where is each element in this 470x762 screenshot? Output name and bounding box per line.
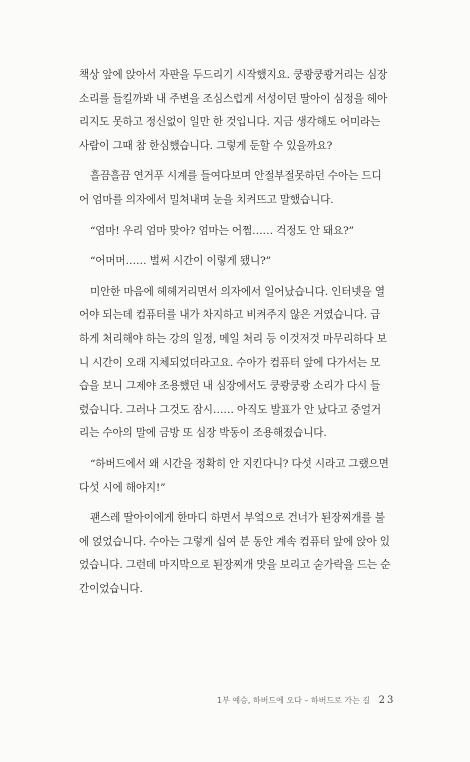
paragraph-1 — [79, 64, 397, 158]
text-line: 어 엄마를 의자에서 밀쳐내며 눈을 치켜뜨고 말했습니다. — [79, 193, 334, 206]
text-line: 흘끔흘끔 연거푸 시계를 들여다보며 안절부절못하던 수아는 드디 — [90, 170, 382, 183]
text-line: 소리를 들킬까봐 내 주변을 조심스럽게 서성이던 딸아이 심정을 헤아 — [79, 92, 388, 105]
page-body — [79, 64, 397, 601]
paragraph-6 — [79, 453, 397, 500]
text-line: “하버드에서 왜 시간을 정확히 안 지킨다니? 다섯 시라고 그랬으면 — [90, 457, 389, 470]
text-line: 에 얹었습니다. 수아는 그렇게 십여 분 동안 계속 컴퓨터 앞에 앉아 있 — [79, 535, 390, 548]
text-line: 책상 앞에 앉아서 자판을 두드리기 시작했지요. 쿵쾅쿵쾅거리는 심장 — [79, 69, 388, 81]
paragraph-2 — [79, 165, 397, 212]
text-line: 미안한 마음에 헤헤거리면서 의자에서 일어났습니다. 인터넷을 열 — [90, 285, 385, 298]
paragraph-4 — [79, 250, 397, 274]
text-line: “어머머…… 벌써 시간이 이렇게 됐니?” — [90, 255, 271, 268]
paragraph-7 — [79, 507, 397, 601]
text-line: 렸습니다. 그러나 그것도 잠시…… 아직도 발표가 안 났다고 중얼거 — [79, 403, 381, 416]
text-line: 간이었습니다. — [79, 582, 143, 595]
text-line: 었습니다. 그런데 마지막으로 된장찌개 맛을 보리고 숟가락을 드는 순 — [79, 559, 391, 572]
text-line: “엄마! 우리 엄마 맞아? 엄마는 어쩜…… 걱정도 안 돼요?” — [90, 224, 354, 237]
paragraph-3 — [79, 220, 397, 244]
text-line: 니 시간이 오래 지체되었더라고요. 수아가 컴퓨터 앞에 다가서는 모 — [79, 356, 381, 369]
text-line: 습을 보니 그제야 조용했던 내 심장에서도 쿵쾅쿵쾅 소리가 다시 들 — [79, 380, 381, 393]
text-line: 괜스레 딸아이에게 한마디 하면서 부엌으로 건너가 된장찌개를 불 — [90, 512, 385, 525]
page-footer — [217, 695, 407, 706]
text-line: 하게 처리해야 하는 강의 일정, 메일 처리 등 이것저것 마무리하다 보 — [79, 332, 387, 345]
page-number: 23 — [378, 695, 396, 706]
text-line: 다섯 시에 해야지!” — [79, 481, 166, 494]
text-line: 어야 되는데 컴퓨터를 내가 차지하고 비켜주지 않은 거였습니다. 급 — [79, 309, 381, 322]
running-title: 1부 예승, 하버드에 오다 – 하버드로 가는 길 — [217, 696, 371, 705]
text-line: 리는 수아의 말에 금방 또 심장 박동이 조용해졌습니다. — [79, 427, 327, 440]
text-line: 사람이 그때 참 한심했습니다. 그렇게 둔할 수 있을까요? — [79, 139, 333, 152]
text-line: 리지도 못하고 정신없이 일만 한 것입니다. 지금 생각해도 어미라는 — [79, 116, 381, 129]
paragraph-5 — [79, 281, 397, 446]
